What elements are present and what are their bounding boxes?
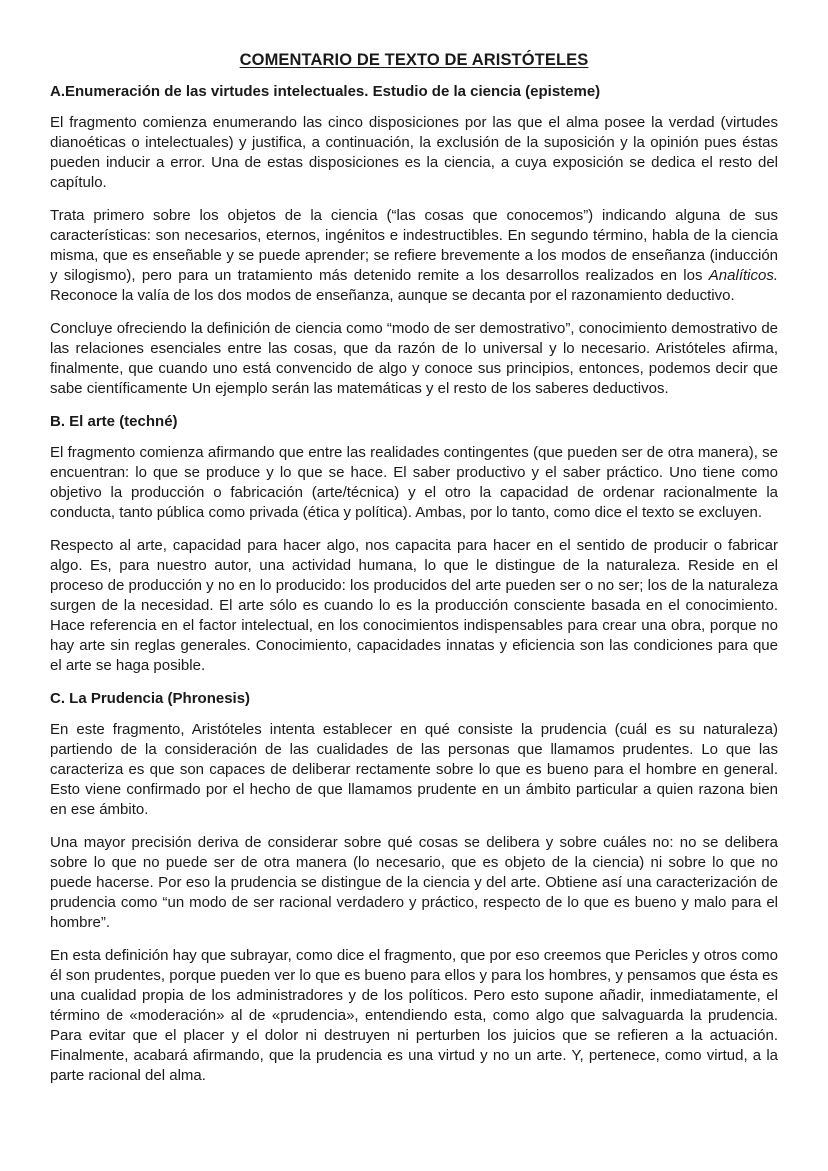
paragraph: Respecto al arte, capacidad para hacer algo, nos capacita para hacer en el sentido de producir o fabricar algo. Es, para nuestro autor, una actividad humana, lo que le distingue de la naturaleza. Reside en el proceso de producción y no en lo producido: los producidos del arte pueden ser o no ser; los de la naturaleza surgen de la necesidad. El arte sólo es cuando lo es la producción consciente basada en el conocimiento. Hace referencia en el factor intelectual, en los conocimientos indispensables para crear una obra, porque no hay arte sin reglas generales. Conocimiento, capacidades innatas y eficiencia son las condiciones para que el arte se haga posible. — [50, 537, 778, 674]
section-heading: C. La Prudencia (Phronesis) — [50, 690, 251, 707]
paragraph: El fragmento comienza enumerando las cinco disposiciones por las que el alma posee la verdad (virtudes dianoéticas o intelectuales) y justifica, a continuación, la exclusión de la suposición y la opinión pues éstas pueden inducir a error. Una de estas disposiciones es la ciencia, a cuya exposición se dedica el resto del capítulo. — [50, 114, 778, 191]
paragraph: El fragmento comienza afirmando que entre las realidades contingentes (que pueden ser de otra manera), se encuentran: lo que se produce y lo que se hace. El saber productivo y el saber práctico. Uno tiene como objetivo la producción o fabricación (arte/técnica) y el otro la capacidad de ordenar racionalmente la conducta, tanto pública como privada (ética y política). Ambas, por lo tanto, como dice el texto se excluyen. — [50, 444, 778, 521]
section-heading: B. El arte (techné) — [50, 413, 178, 430]
paragraph — [50, 206, 778, 306]
italic-book-title: Analíticos. — [708, 267, 778, 284]
section-episteme — [50, 82, 778, 399]
paragraph-text: Trata primero sobre los objetos de la ciencia (“las cosas que conocemos”) indicando alguna de sus características: son necesarios, eternos, ingénitos e indestructibles. En segundo término, habla de la ciencia misma, que es enseñable y se puede aprender; se refiere brevemente a los modos de enseñanza (inducción y silogismo), pero para un tratamiento más detenido remite a los desarrollos realizados en los — [50, 207, 778, 284]
paragraph: En esta definición hay que subrayar, como dice el fragmento, que por eso creemos que Pericles y otros como él son prudentes, porque pueden ver lo que es bueno para ellos y para los hombres, y pensamos que ésta es una cualidad propia de los administradores y de los políticos. Pero esto supone añadir, inmediatamente, el término de «moderación» al de «prudencia», entendiendo esta, como algo que salvaguarda la prudencia. Para evitar que el placer y el dolor ni destruyen ni perturben los juicios que se refieren a la actuación. Finalmente, acabará afirmando, que la prudencia es una virtud y no un arte. Y, pertenece, como virtud, a la parte racional del alma. — [50, 947, 778, 1084]
section-phronesis — [50, 689, 778, 1086]
paragraph: En este fragmento, Aristóteles intenta establecer en qué consiste la prudencia (cuál es su naturaleza) partiendo de la consideración de las cualidades de las personas que llamamos prudentes. Lo que las caracteriza es que son capaces de deliberar rectamente sobre lo que es bueno para el hombre en general. Esto viene confirmado por el hecho de que llamamos prudente en un ámbito particular a quien razona bien en ese ámbito. — [50, 721, 778, 818]
paragraph: Una mayor precisión deriva de considerar sobre qué cosas se delibera y sobre cuáles no: no se delibera sobre lo que no puede ser de otra manera (lo necesario, que es objeto de la ciencia) ni sobre lo que no puede hacerse. Por eso la prudencia se distingue de la ciencia y del arte. Obtiene así una caracterización de prudencia como “un modo de ser racional verdadero y práctico, respecto de lo que es bueno y malo para el hombre”. — [50, 834, 778, 931]
paragraph: Concluye ofreciendo la definición de ciencia como “modo de ser demostrativo”, conocimiento demostrativo de las relaciones esenciales entre las cosas, que da razón de lo universal y lo necesario. Aristóteles afirma, finalmente, que cuando uno está convencido de algo y conoce sus principios, entonces, podemos decir que sabe científicamente Un ejemplo serán las matemáticas y el resto de los saberes deductivos. — [50, 320, 778, 397]
paragraph-text: Reconoce la valía de los dos modos de enseñanza, aunque se decanta por el razonamiento deductivo. — [50, 287, 735, 304]
document-title: COMENTARIO DE TEXTO DE ARISTÓTELES — [239, 51, 589, 69]
section-techne — [50, 412, 778, 676]
section-heading: A.Enumeración de las virtudes intelectuales. Estudio de la ciencia (episteme) — [50, 83, 601, 100]
